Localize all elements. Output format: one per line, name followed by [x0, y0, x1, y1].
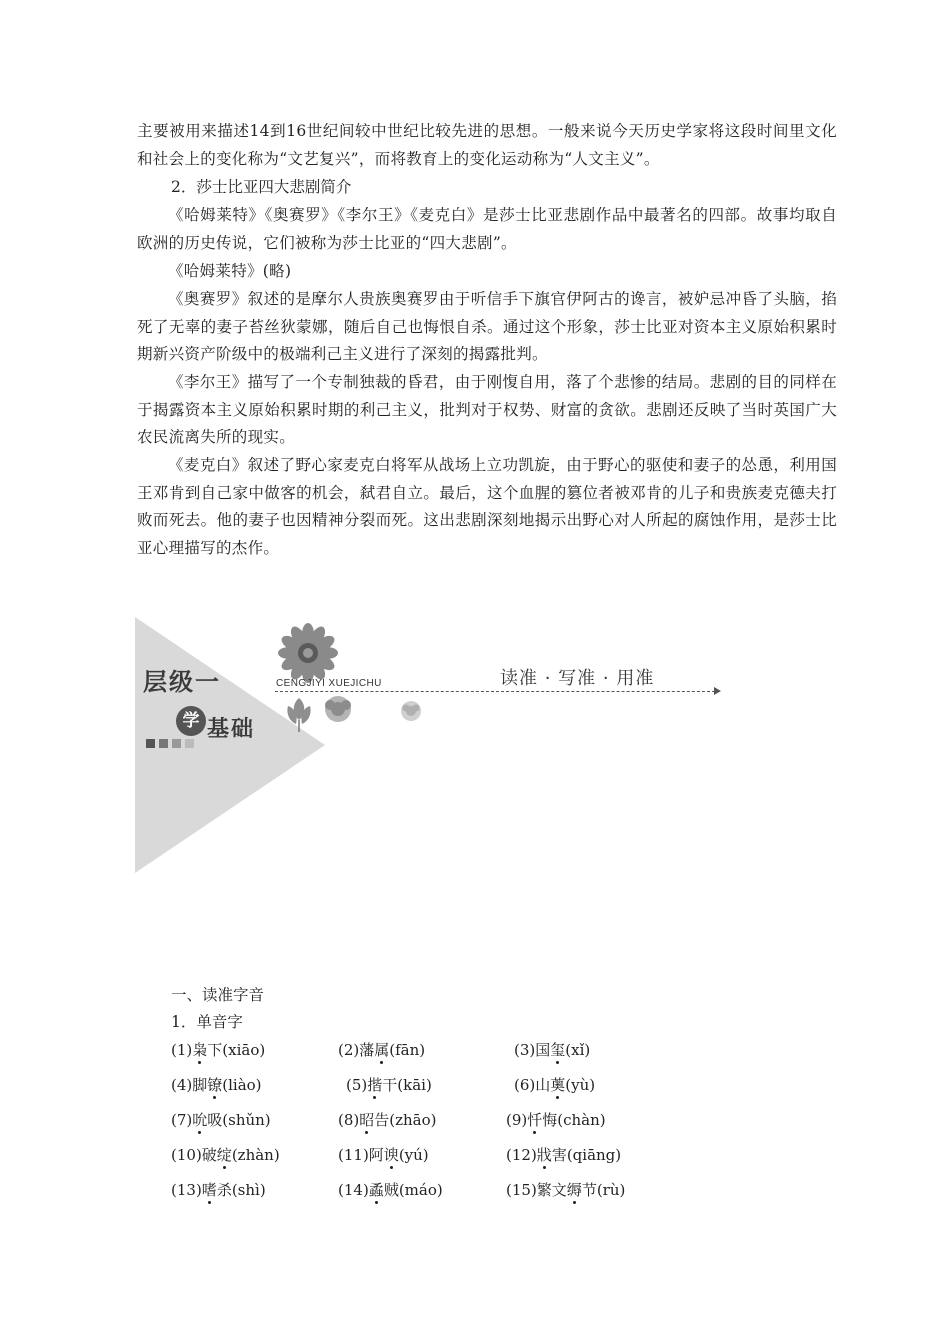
- item-prefix: (9): [506, 1111, 528, 1129]
- item-suffix: 害(qiāng): [551, 1146, 622, 1164]
- item-prefix: (4)脚: [171, 1076, 208, 1094]
- item-suffix: 告(zhāo): [374, 1111, 437, 1129]
- item-suffix: (yú): [398, 1146, 429, 1164]
- banner-slogan: 读准 · 写准 · 用准: [500, 668, 655, 689]
- list-item: [338, 1144, 429, 1165]
- paragraph-othello: 《奥赛罗》叙述的是摩尔人贵族奥赛罗由于听信手下旗官伊阿古的谗言，被妒忌冲昏了头脑，掐死了无辜的妻子苔丝狄蒙娜，随后自己也悔恨自杀。通过这个形象，莎士比亚对资本主义原始积累时期新兴资产阶级中的极端利己主义进行了深刻的揭露批判。: [137, 290, 837, 363]
- item-suffix: 贼(máo): [383, 1181, 443, 1199]
- item-suffix: 吸(shǔn): [207, 1111, 271, 1129]
- banner-xue-badge: 学: [176, 706, 206, 736]
- paragraph-macbeth: 《麦克白》叙述了野心家麦克白将军从战场上立功凯旋，由于野心的驱使和妻子的怂恿，利用国王邓肯到自己家中做客的机会，弑君自立。最后，这个血腥的篡位者被邓肯的儿子和贵族麦克德夫打败而死去。他的妻子也因精神分裂而死。这出悲剧深刻地揭示出野心对人所起的腐蚀作用，是莎士比亚心理描写的杰作。: [137, 456, 837, 557]
- square-mark: [185, 739, 194, 748]
- dotted-char: 嗜: [201, 1181, 217, 1199]
- dotted-char: 玺: [550, 1041, 566, 1059]
- item-prefix: (11)阿: [338, 1146, 384, 1164]
- item-suffix: (zhàn): [231, 1146, 280, 1164]
- list-item: [506, 1179, 625, 1200]
- paragraph-tragedies-intro: 《哈姆莱特》《奥赛罗》《李尔王》《麦克白》是莎士比亚悲剧作品中最著名的四部。故事均取自欧洲的历史传说，它们被称为莎士比亚的“四大悲剧”。: [137, 206, 837, 252]
- square-mark: [146, 739, 155, 748]
- dotted-char: 薁: [550, 1076, 566, 1094]
- square-mark: [172, 739, 181, 748]
- item-prefix: (10)破: [171, 1146, 217, 1164]
- dotted-char: 揩: [367, 1076, 383, 1094]
- item-prefix: (8): [338, 1111, 360, 1129]
- item-suffix: (xǐ): [565, 1041, 591, 1059]
- dotted-char: 枭: [192, 1041, 208, 1059]
- list-item: [514, 1074, 595, 1095]
- banner-squares: [146, 733, 198, 752]
- banner-level-title: 层级一: [143, 668, 221, 696]
- list-item: [346, 1074, 432, 1095]
- item-suffix: (fān): [389, 1041, 426, 1059]
- dotted-char: 绽: [216, 1146, 232, 1164]
- item-prefix: (13): [171, 1181, 202, 1199]
- list-item: [514, 1039, 590, 1060]
- item-prefix: (6)山: [514, 1076, 551, 1094]
- item-prefix: (14): [338, 1181, 369, 1199]
- item-suffix: 干(kāi): [382, 1076, 432, 1094]
- item-suffix: (yù): [565, 1076, 596, 1094]
- list-item: [506, 1144, 621, 1165]
- item-suffix: 节(rù): [581, 1181, 626, 1199]
- dotted-char: 昭: [359, 1111, 375, 1129]
- paragraph-hamlet: 《哈姆莱特》(略): [168, 262, 292, 280]
- arrow-right-icon: [714, 687, 721, 695]
- item-prefix: (3)国: [514, 1041, 551, 1059]
- item-prefix: (12): [506, 1146, 537, 1164]
- list-item: [506, 1109, 606, 1130]
- list-item: [338, 1109, 437, 1130]
- list-item: [171, 1074, 262, 1095]
- item-suffix: 悔(chàn): [542, 1111, 606, 1129]
- paragraph-renaissance: 主要被用来描述14到16世纪间较中世纪比较先进的思想。一般来说今天历史学家将这段时间里文化和社会上的变化称为“文艺复兴”，而将教育上的变化运动称为“人文主义”。: [137, 122, 837, 168]
- list-item: [171, 1144, 280, 1165]
- paragraph-king-lear: 《李尔王》描写了一个专制独裁的昏君，由于刚愎自用，落了个悲惨的结局。悲剧的目的同样在于揭露资本主义原始积累时期的利己主义，批判对于权势、财富的贪欲。悲剧还反映了当时英国广大农民流离失所的现实。: [137, 373, 837, 446]
- item-prefix: (15)繁文: [506, 1181, 567, 1199]
- dotted-char: 镣: [207, 1076, 223, 1094]
- banner-pinyin: CENGJIYI XUEJICHU: [276, 678, 382, 689]
- dotted-char: 谀: [383, 1146, 399, 1164]
- subsection-title: 1．单音字: [171, 1013, 243, 1031]
- list-item: [171, 1039, 265, 1060]
- dotted-char: 蟊: [368, 1181, 384, 1199]
- rose-flower-icon: [318, 694, 358, 726]
- list-item: [338, 1179, 443, 1200]
- list-item: [338, 1039, 425, 1060]
- item-prefix: (1): [171, 1041, 193, 1059]
- leaf-flower-icon: [282, 694, 316, 734]
- square-mark: [159, 739, 168, 748]
- item-suffix: 杀(shì): [216, 1181, 266, 1199]
- dotted-char: 属: [374, 1041, 390, 1059]
- dotted-char: 缛: [566, 1181, 582, 1199]
- list-item: [171, 1109, 271, 1130]
- large-flower-icon: [277, 622, 339, 684]
- small-flower-icon: [398, 699, 424, 723]
- item-prefix: (7): [171, 1111, 193, 1129]
- item-prefix: (2)藩: [338, 1041, 375, 1059]
- item-suffix: (liào): [222, 1076, 262, 1094]
- item-suffix: 下(xiāo): [207, 1041, 266, 1059]
- list-item: [171, 1179, 266, 1200]
- dotted-char: 忏: [527, 1111, 543, 1129]
- item-prefix: (5): [346, 1076, 368, 1094]
- dotted-char: 吮: [192, 1111, 208, 1129]
- dotted-char: 戕: [536, 1146, 552, 1164]
- heading-four-tragedies: 2．莎士比亚四大悲剧简介: [171, 178, 352, 196]
- banner-foundation-title: 基础: [207, 717, 256, 742]
- banner-dashed-line: [275, 691, 715, 692]
- section-title: 一、读准字音: [171, 986, 265, 1004]
